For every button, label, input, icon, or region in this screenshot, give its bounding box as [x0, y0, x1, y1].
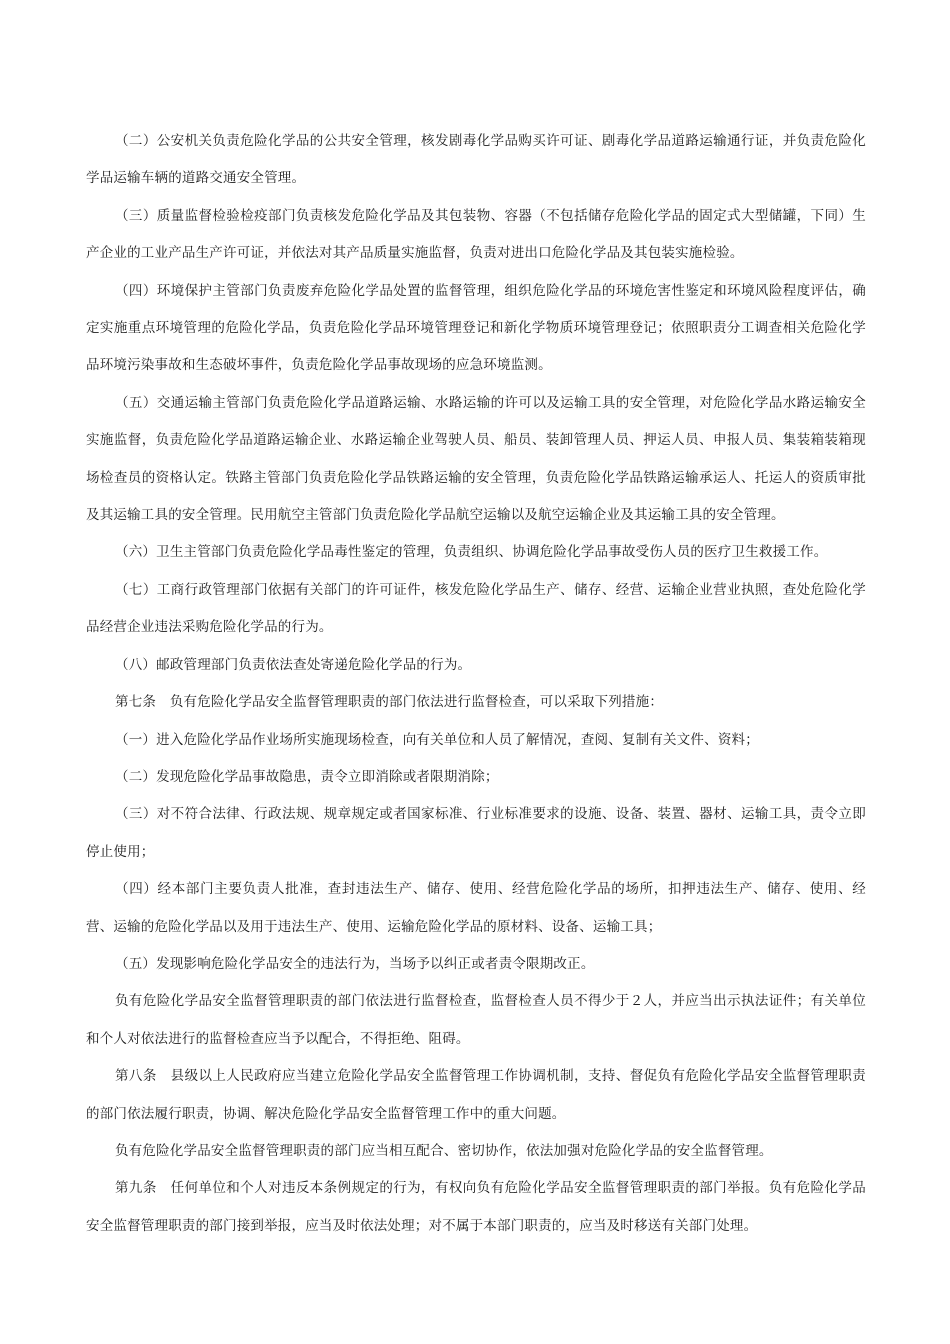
paragraph-item-3-quality-supervision: （三）质量监督检验检疫部门负责核发危险化学品及其包装物、容器（不包括储存危险化学品的固定式大型储罐，下同）生产企业的工业产品生产许可证，并依法对其产品质量实施监督，负责对进出口危险化学品及其包装实施检验。	[86, 207, 866, 262]
article-7-inspection-requirements: 负有危险化学品安全监督管理职责的部门依法进行监督检查，监督检查人员不得少于２人，并应当出示执法证件；有关单位和个人对依法进行的监督检查应当予以配合，不得拒绝、阻碍。	[86, 993, 866, 1047]
article-7-measure-1: （一）进入危险化学品作业场所实施现场检查，向有关单位和人员了解情况，查阅、复制有关文件、资料；	[115, 731, 759, 748]
article-9-heading: 第九条 任何单位和个人对违反本条例规定的行为，有权向负有危险化学品安全监督管理职责的部门举报。负有危险化学品安全监督管理职责的部门接到举报，应当及时依法处理；对不属于本部门职责的，应当及时移送有关部门处理。	[86, 1180, 866, 1234]
paragraph-item-5-transportation: （五）交通运输主管部门负责危险化学品道路运输、水路运输的许可以及运输工具的安全管理，对危险化学品水路运输安全实施监督，负责危险化学品道路运输企业、水路运输企业驾驶人员、船员、装卸管理人员、押运人员、申报人员、集装箱装箱现场检查员的资格认定。铁路主管部门负责危险化学品铁路运输的安全管理，负责危险化学品铁路运输承运人、托运人的资质审批及其运输工具的安全管理。民用航空主管部门负责危险化学品航空运输以及航空运输企业及其运输工具的安全管理。	[86, 394, 866, 524]
article-7-measure-3: （三）对不符合法律、行政法规、规章规定或者国家标准、行业标准要求的设施、设备、装置、器材、运输工具，责令立即停止使用；	[86, 806, 866, 860]
paragraph-item-8-postal: （八）邮政管理部门负责依法查处寄递危险化学品的行为。	[115, 656, 472, 673]
article-8-cooperation: 负有危险化学品安全监督管理职责的部门应当相互配合、密切协作，依法加强对危险化学品的安全监督管理。	[115, 1142, 773, 1159]
article-7-measure-4: （四）经本部门主要负责人批准，查封违法生产、储存、使用、经营危险化学品的场所，扣押违法生产、储存、使用、经营、运输的危险化学品以及用于违法生产、使用、运输危险化学品的原材料、设备、运输工具；	[86, 881, 866, 935]
article-8-heading: 第八条 县级以上人民政府应当建立危险化学品安全监督管理工作协调机制，支持、督促负有危险化学品安全监督管理职责的部门依法履行职责，协调、解决危险化学品安全监督管理工作中的重大问题。	[86, 1068, 866, 1122]
article-7-measure-2: （二）发现危险化学品事故隐患，责令立即消除或者限期消除；	[115, 768, 499, 785]
article-7-measure-5: （五）发现影响危险化学品安全的违法行为，当场予以纠正或者责令限期改正。	[115, 955, 595, 972]
paragraph-item-4-environmental-protection: （四）环境保护主管部门负责废弃危险化学品处置的监督管理，组织危险化学品的环境危害性鉴定和环境风险程度评估，确定实施重点环境管理的危险化学品，负责危险化学品环境管理登记和新化学物质环境管理登记；依照职责分工调查相关危险化学品环境污染事故和生态破坏事件，负责危险化学品事故现场的应急环境监测。	[86, 282, 866, 374]
document-body	[86, 123, 866, 1245]
paragraph-item-2-public-security: （二）公安机关负责危险化学品的公共安全管理，核发剧毒化学品购买许可证、剧毒化学品道路运输通行证，并负责危险化学品运输车辆的道路交通安全管理。	[86, 133, 866, 187]
paragraph-item-6-health: （六）卫生主管部门负责危险化学品毒性鉴定的管理，负责组织、协调危险化学品事故受伤人员的医疗卫生救援工作。	[115, 544, 828, 561]
paragraph-item-7-industry-commerce: （七）工商行政管理部门依据有关部门的许可证件，核发危险化学品生产、储存、经营、运输企业营业执照，查处危险化学品经营企业违法采购危险化学品的行为。	[86, 581, 866, 636]
article-7-heading: 第七条 负有危险化学品安全监督管理职责的部门依法进行监督检查，可以采取下列措施：	[115, 694, 664, 711]
